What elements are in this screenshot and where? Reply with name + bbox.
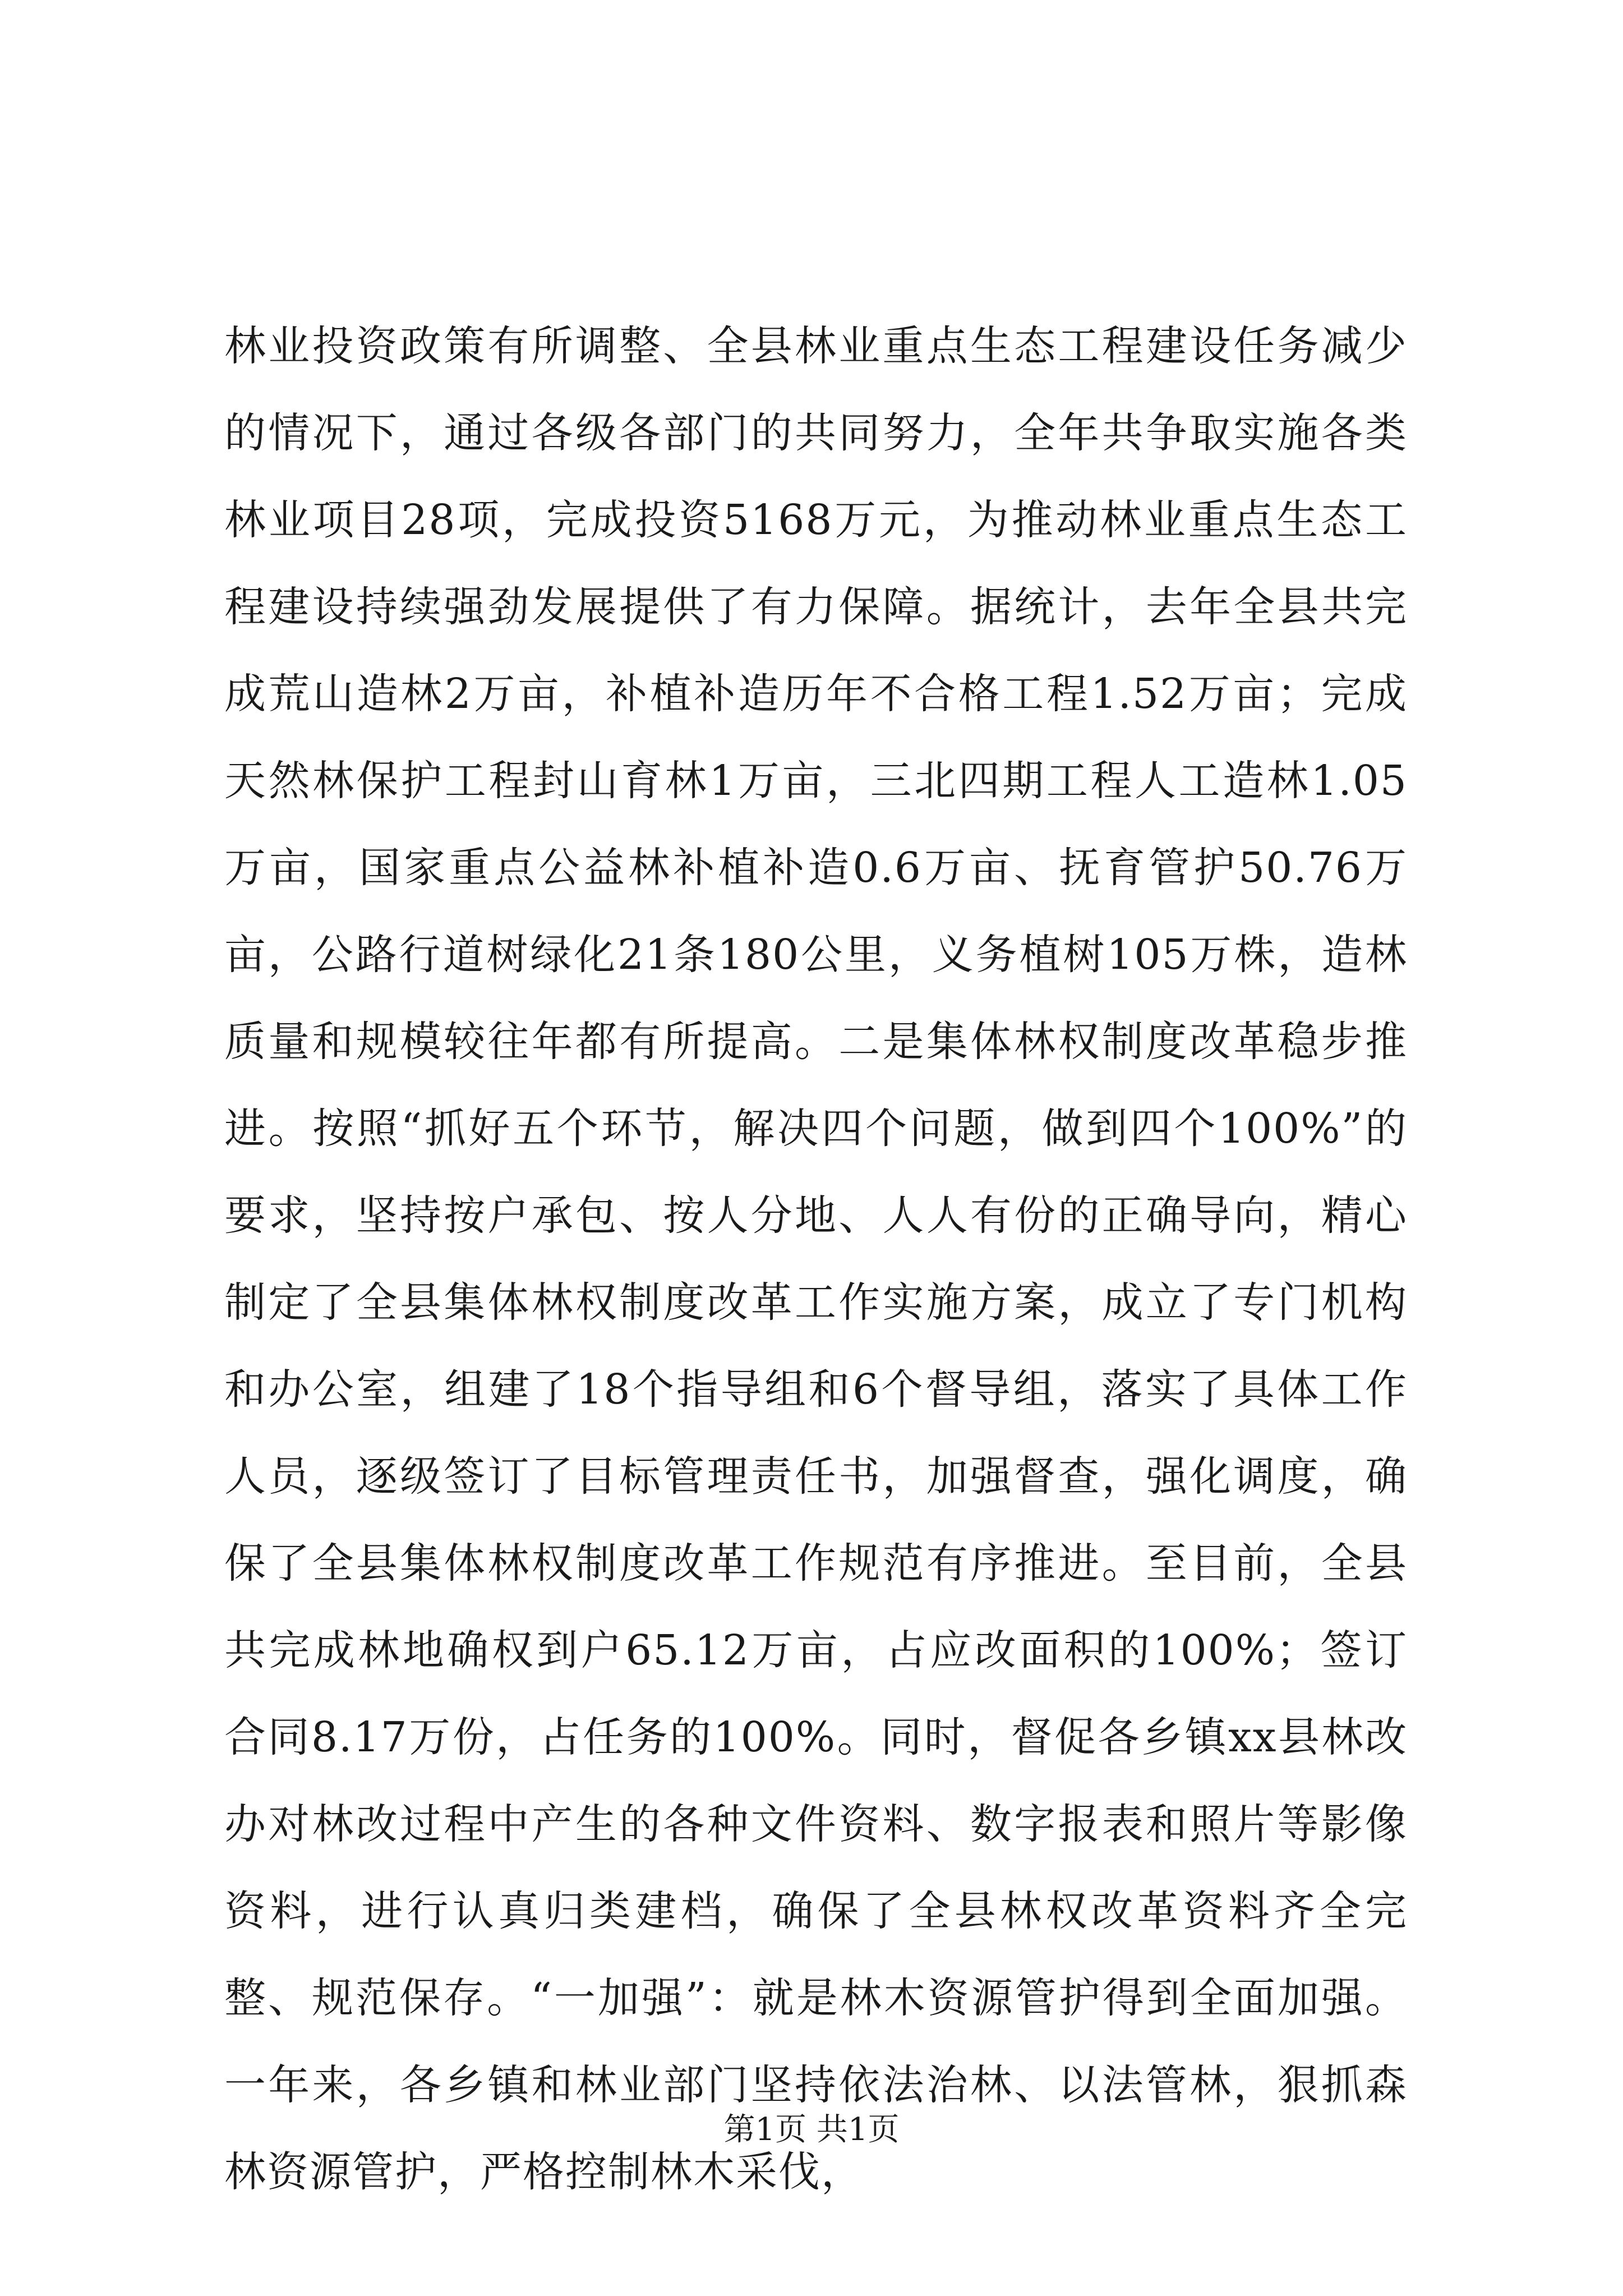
body-paragraph: 林业投资政策有所调整、全县林业重点生态工程建设任务减少的情况下，通过各级各部门的共同努力，全年共争取实施各类林业项目28项，完成投资5168万元，为推动林业重点生态工程建设持续强劲发展提供了有力保障。据统计，去年全县共完成荒山造林2万亩，补植补造历年不合格工程1.52万亩；完成天然林保护工程封山育林1万亩，三北四期工程人工造林1.05万亩，国家重点公益林补植补造0.6万亩、抚育管护50.76万亩，公路行道树绿化21条180公里，义务植树105万株，造林质量和规模较往年都有所提高。二是集体林权制度改革稳步推进。按照“抓好五个环节，解决四个问题，做到四个100%”的要求，坚持按户承包、按人分地、人人有份的正确导向，精心制定了全县集体林权制度改革工作实施方案，成立了专门机构和办公室，组建了18个指导组和6个督导组，落实了具体工作人员，逐级签订了目标管理责任书，加强督查，强化调度，确保了全县集体林权制度改革工作规范有序推进。至目前，全县共完成林地确权到户65.12万亩，占应改面积的100%；签订合同8.17万份，占任务的100%。同时，督促各乡镇xx县林改办对林改过程中产生的各种文件资料、数字报表和照片等影像资料，进行认真归类建档，确保了全县林权改革资料齐全完整、规范保存。“一加强”：就是林木资源管护得到全面加强。一年来，各乡镇和林业部门坚持依法治林、以法管林，狠抓森林资源管护，严格控制林木采伐， <box>224 322 1408 2196</box>
page-footer: 第1页 共1页 <box>723 2111 900 2148</box>
